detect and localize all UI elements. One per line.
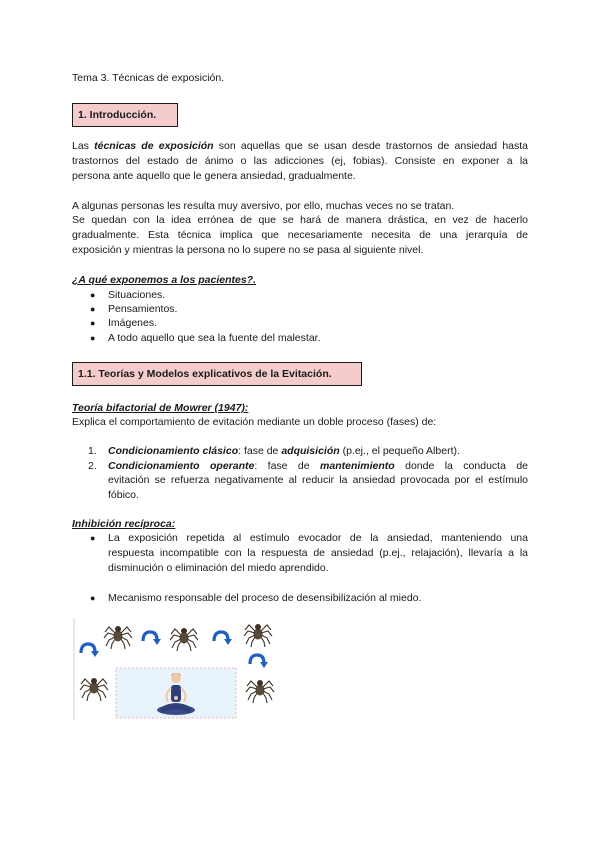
numbered-item-1 — [108, 444, 460, 458]
theory-title: Teoría bifactorial de Mowrer (1947): — [72, 402, 249, 414]
list-item: Pensamientos. — [108, 303, 178, 315]
bullet-dot: ● — [90, 290, 96, 300]
section-heading-teorias: 1.1. Teorías y Modelos explicativos de la Evitación. — [72, 362, 362, 386]
inhibition-bullet-1-line-3: disminución o eliminación del miedo aprendido. — [108, 562, 329, 574]
inhibition-bullet-1-line-2: respuesta incompatible con la respuesta de ansiedad (p.ej., relajación), llevaría a la — [108, 547, 528, 559]
list-number: 2. — [88, 460, 97, 472]
term-condicionamiento-operante: Condicionamiento operante — [108, 460, 255, 472]
aversive-paragraph-line-1: A algunas personas les resulta muy aversivo, por ello, muchas veces no se tratan. — [72, 200, 455, 212]
section-heading-introduccion: 1. Introducción. — [72, 103, 178, 127]
text-fragment: : fase de — [254, 460, 321, 472]
intro-paragraph-line-3: persona ante aquello que le genera ansiedad, gradualmente. — [72, 170, 356, 182]
list-number: 1. — [88, 445, 97, 457]
question-heading: ¿A qué exponemos a los pacientes?. — [72, 274, 256, 286]
bullet-dot: ● — [90, 333, 96, 343]
aversive-paragraph-line-2: Se quedan con la idea errónea de que se hará de manera drástica, en vez de hacerlo — [72, 214, 528, 226]
spider-icon — [246, 680, 274, 703]
aversive-paragraph-line-4: exposición y mientras la persona no lo supere no se pasa al siguiente nivel. — [72, 244, 424, 256]
text-fragment: : fase de — [238, 445, 282, 457]
document-title: Tema 3. Técnicas de exposición. — [72, 72, 225, 84]
bullet-dot: ● — [90, 304, 96, 314]
bullet-dot: ● — [90, 318, 96, 328]
curved-arrow-icon — [143, 632, 161, 645]
text-fragment: (p.ej., el pequeño Albert). — [339, 445, 460, 457]
inhibition-bullet-2: Mecanismo responsable del proceso de desensibilización al miedo. — [108, 592, 422, 604]
bullet-dot: ● — [90, 533, 96, 543]
list-item: Imágenes. — [108, 317, 158, 329]
numbered-item-2-line-3: fóbico. — [108, 489, 139, 501]
inhibition-bullet-1-line-1: La exposición repetida al estímulo evocador de la ansiedad, manteniendo una — [108, 532, 528, 544]
intro-paragraph-line-2: trastornos del estado de ánimo o las adicciones (ej, fobias). Consiste en exponer a la — [72, 155, 528, 167]
list-item: A todo aquello que sea la fuente del malestar. — [108, 332, 321, 344]
text-fragment: donde la conducta de — [394, 460, 528, 472]
intro-paragraph-line-1 — [72, 139, 528, 153]
term-tecnicas-exposicion: técnicas de exposición — [94, 140, 214, 152]
term-condicionamiento-clasico: Condicionamiento clásico — [108, 445, 239, 457]
inhibition-title: Inhibición recíproca: — [72, 518, 176, 530]
aversive-paragraph-line-3: gradualmente. Esta técnica implica que necesariamente necesita de una jerarquía de — [72, 229, 528, 241]
curved-arrow-icon — [214, 632, 232, 645]
text-fragment: son aquellas que se usan desde trastornos de ansiedad hasta — [213, 140, 529, 152]
desensitization-illustration — [70, 618, 290, 720]
spider-icon — [170, 628, 198, 651]
list-item: Situaciones. — [108, 289, 166, 301]
theory-intro: Explica el comportamiento de evitación mediante un doble proceso (fases) de: — [72, 416, 437, 428]
numbered-item-2-line-1 — [108, 459, 528, 473]
text-fragment: Las — [72, 140, 95, 152]
curved-arrow-icon — [81, 644, 99, 657]
spider-icon — [104, 626, 132, 649]
spider-icon — [80, 678, 108, 701]
curved-arrow-icon — [250, 655, 268, 668]
spider-icon — [244, 624, 272, 647]
bullet-dot: ● — [90, 593, 96, 603]
term-mantenimiento: mantenimiento — [320, 460, 395, 472]
numbered-item-2-line-2: evitación se refuerza negativamente al reducir la ansiedad provocada por el estímulo — [108, 474, 528, 486]
term-adquisicion: adquisición — [281, 445, 340, 457]
